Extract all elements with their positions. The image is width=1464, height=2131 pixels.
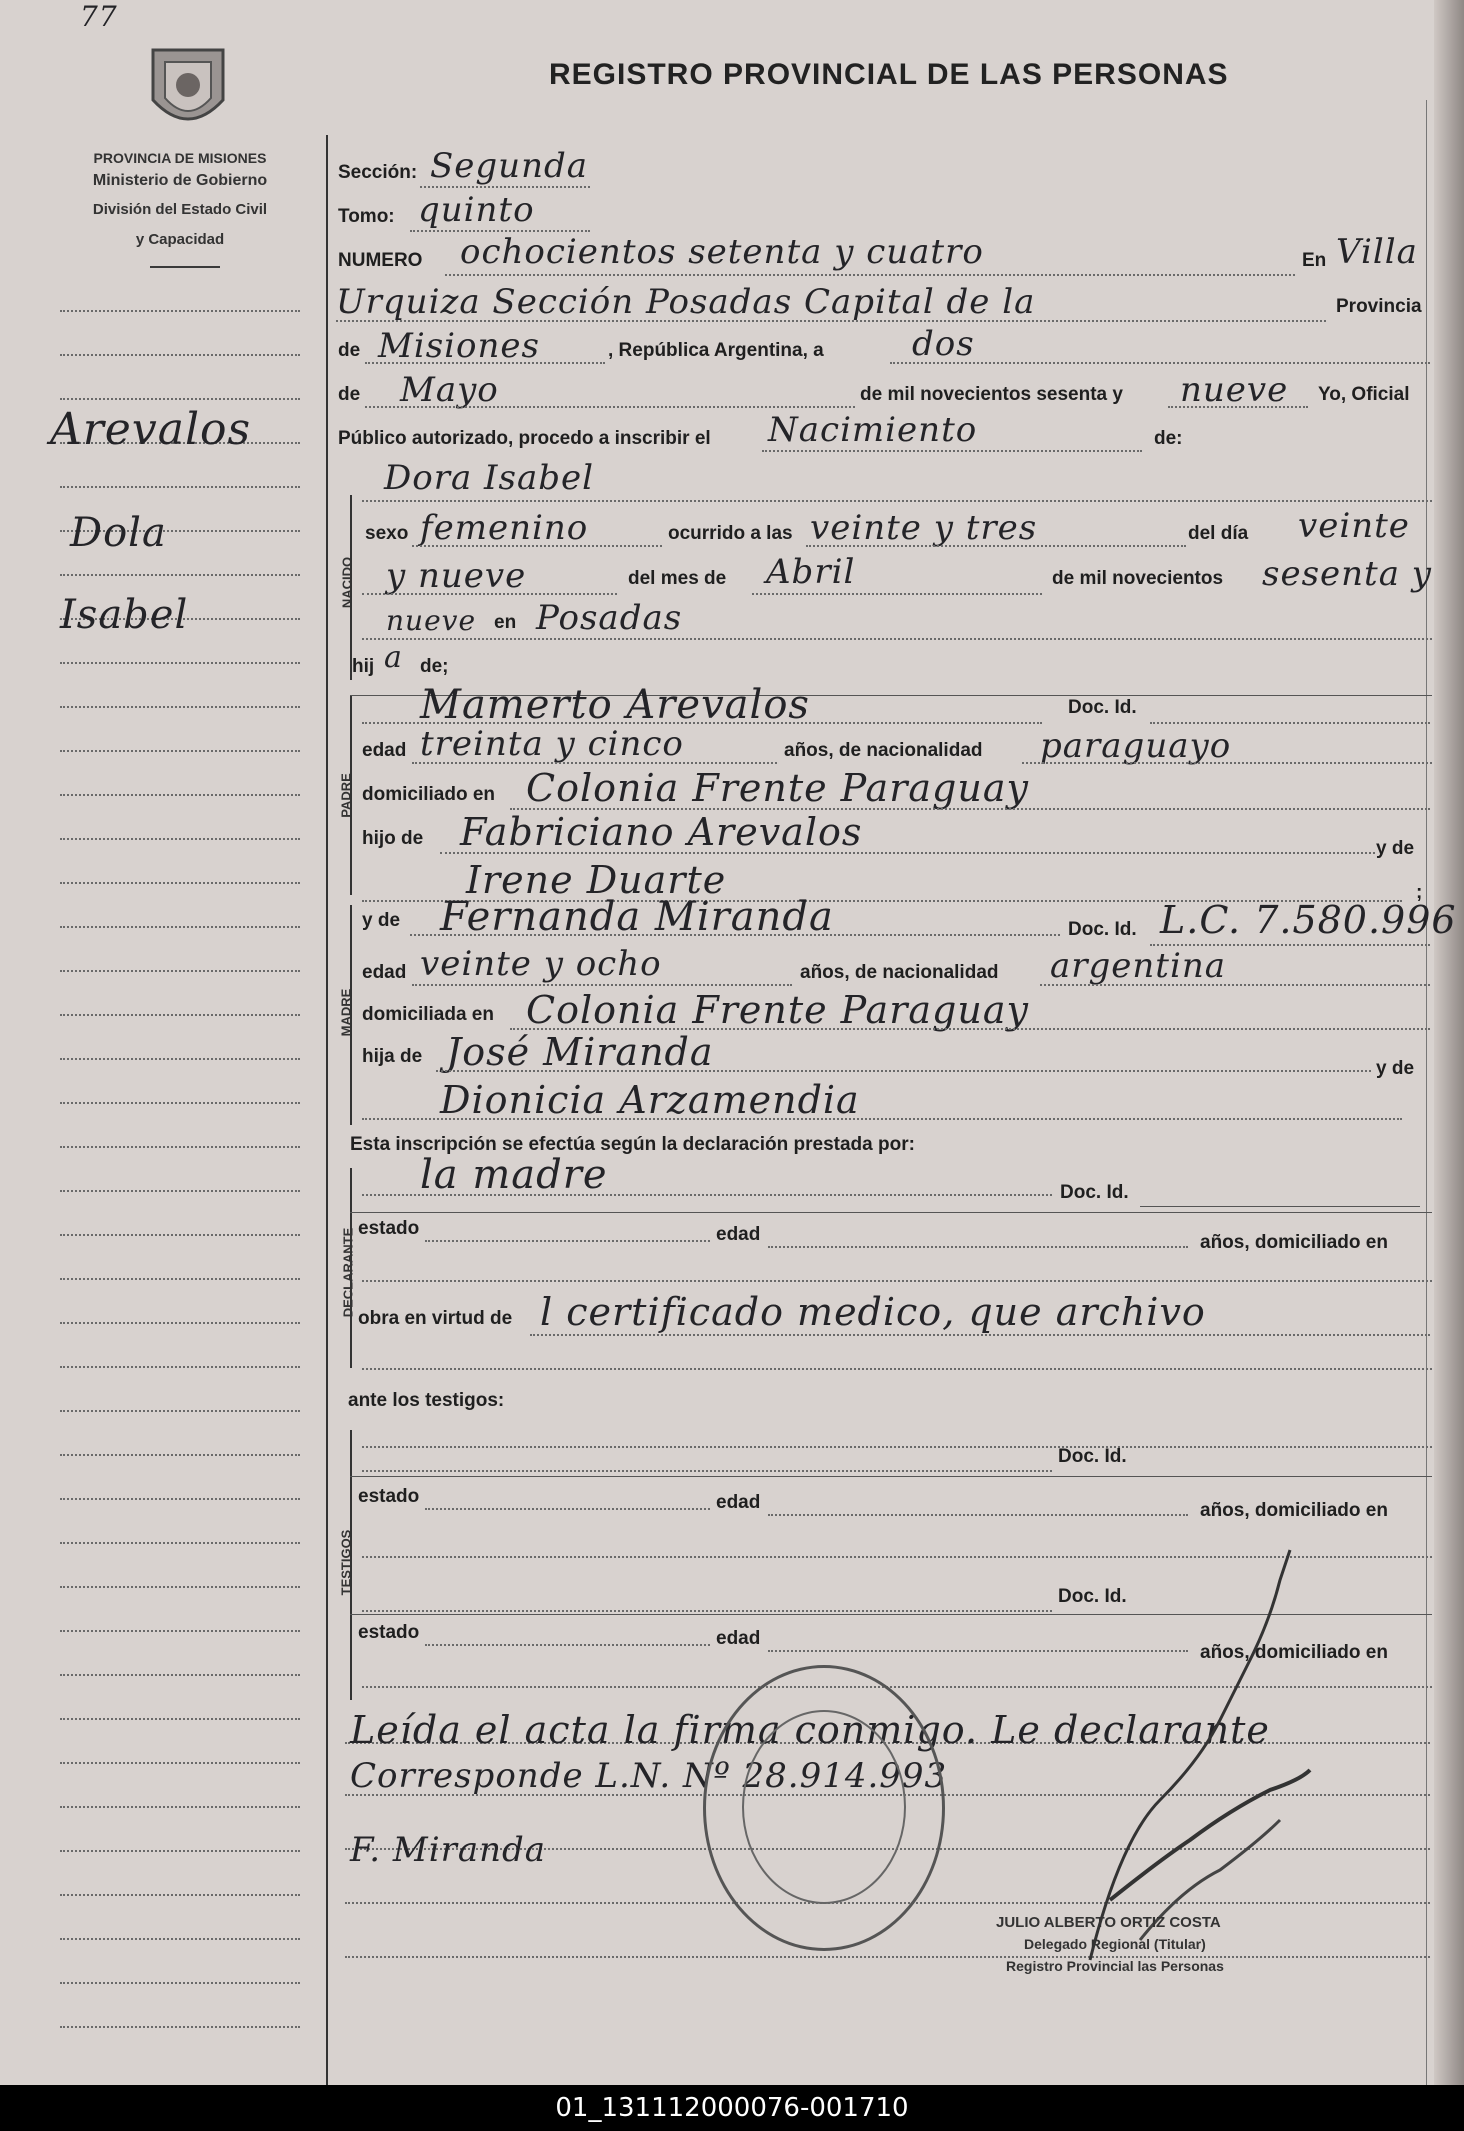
margin-line — [60, 1102, 300, 1104]
testigo2-line — [362, 1610, 1052, 1612]
testigo1-line-b — [362, 1470, 1052, 1472]
padre-label: PADRE — [338, 773, 354, 818]
image-id-footer: 01_131112000076-001710 — [0, 2085, 1464, 2131]
en-value: Villa — [1336, 232, 1418, 272]
madre-dom-value: Colonia Frente Paraguay — [526, 988, 1029, 1032]
dia2-line — [362, 593, 617, 595]
province-label: PROVINCIA DE MISIONES — [93, 150, 267, 166]
ocurrido-label: ocurrido a las — [668, 523, 793, 544]
margin-surname: Arevalos — [50, 404, 252, 455]
division-label-2: y Capacidad — [135, 231, 225, 248]
hora-value: veinte y tres — [810, 508, 1038, 548]
page-title: REGISTRO PROVINCIAL DE LAS PERSONAS — [549, 58, 1229, 91]
seccion-value: Segunda — [430, 146, 589, 186]
margin-line — [60, 926, 300, 928]
padre-hijo-label: hijo de — [362, 828, 424, 849]
padre-doc-line — [1150, 722, 1430, 724]
margin-line — [60, 838, 300, 840]
dia-value: dos — [912, 324, 975, 364]
testigo1-rule — [350, 1476, 1432, 1477]
madre-nac-value: argentina — [1050, 946, 1227, 986]
margin-line — [60, 1630, 300, 1632]
de-mil-label: de mil novecientos sesenta y — [860, 384, 1123, 405]
anio-line — [1168, 406, 1308, 408]
madre-nac-label: años, de nacionalidad — [800, 962, 999, 983]
madre-yde-label: y de — [362, 910, 401, 931]
anio-nac-value-2: nueve — [386, 604, 477, 637]
nombre-value: Dora Isabel — [384, 458, 594, 498]
official-office: Registro Provincial las Personas — [1006, 1958, 1224, 1974]
declarante-rule-h — [350, 1212, 1432, 1213]
testigos-intro-label: ante los testigos: — [348, 1390, 505, 1411]
declarante-edad-line — [768, 1246, 1188, 1248]
testigo1-doc-label: Doc. Id. — [1058, 1446, 1127, 1467]
mes-value: Mayo — [400, 370, 499, 410]
madre-label: MADRE — [338, 988, 354, 1037]
margin-line — [60, 1718, 300, 1720]
padre-nac-line — [1022, 762, 1432, 764]
provincia-line — [365, 362, 605, 364]
testigos-label: TESTIGOS — [338, 1529, 354, 1596]
page-edge — [1434, 0, 1464, 2085]
madre-line — [410, 934, 1060, 936]
inscripcion-label: Esta inscripción se efectúa según la declaración prestada por: — [350, 1134, 915, 1155]
testigo1-estado-line — [425, 1508, 710, 1510]
margin-line — [60, 354, 300, 356]
margin-line — [60, 1674, 300, 1676]
declarante-value: la madre — [420, 1152, 608, 1198]
declarante-estado-label: estado — [358, 1218, 420, 1239]
padre-dom-value: Colonia Frente Paraguay — [526, 766, 1029, 810]
acto-line — [762, 450, 1142, 452]
padre-madre-value: Irene Duarte — [466, 858, 727, 902]
official-stamp-inner — [742, 1710, 906, 1904]
padre-value: Mamerto Arevalos — [420, 682, 810, 728]
madre-doc-label: Doc. Id. — [1068, 919, 1137, 940]
testigo2-edad-label: edad — [716, 1628, 761, 1649]
margin-line — [60, 310, 300, 312]
page-number: 77 — [80, 0, 118, 33]
nota-2: Corresponde L.N. Nº 28.914.993 — [350, 1756, 948, 1796]
margin-name-2: Isabel — [60, 592, 189, 638]
madre-dom-label: domiciliada en — [362, 1004, 494, 1025]
padre-semicolon: ; — [1416, 882, 1423, 903]
obra-value: l certificado medico, que archivo — [540, 1290, 1206, 1334]
margin-line — [60, 706, 300, 708]
dia-nac-value: veinte — [1298, 506, 1410, 546]
madre-edad-line — [412, 984, 792, 986]
ministry-label: Ministerio de Gobierno — [92, 172, 268, 189]
testigo1-line-a — [362, 1446, 1432, 1448]
testigo2-estado-label: estado — [358, 1622, 420, 1643]
madre-doc-value: L.C. 7.580.996 — [1160, 898, 1457, 942]
margin-line — [60, 1762, 300, 1764]
padre-nac-value: paraguayo — [1040, 726, 1232, 766]
acto-value: Nacimiento — [768, 410, 978, 450]
en-label: En — [1302, 250, 1327, 271]
testigo2-doc-label: Doc. Id. — [1058, 1586, 1127, 1607]
provincia-value: Misiones — [378, 326, 540, 366]
publico-label: Público autorizado, procedo a inscribir el — [338, 428, 711, 449]
sexo-value: femenino — [420, 508, 589, 548]
dia-nac-value-2: y nueve — [386, 556, 527, 596]
padre-edad-value: treinta y cinco — [420, 724, 684, 764]
madre-madre-line — [362, 1118, 1402, 1120]
hij-suffix: a — [384, 640, 403, 675]
seccion-line — [420, 186, 590, 188]
margin-line — [60, 1278, 300, 1280]
testigo2-estado-line — [425, 1644, 710, 1646]
anio-nac-value: sesenta y — [1262, 554, 1432, 594]
declarante-estado-line — [425, 1240, 710, 1242]
padre-nac-label: años, de nacionalidad — [784, 740, 983, 761]
de-label-2: de — [338, 384, 361, 405]
coat-of-arms-icon — [143, 40, 233, 140]
firma-declarante: F. Miranda — [350, 1830, 547, 1870]
header-rule — [150, 266, 220, 268]
margin-rule — [326, 135, 328, 2085]
nombre-line — [362, 500, 1432, 502]
margin-line — [60, 1014, 300, 1016]
madre-padre-value: José Miranda — [446, 1030, 714, 1074]
margin-line — [60, 1410, 300, 1412]
margin-line — [60, 2026, 300, 2028]
margin-line — [60, 662, 300, 664]
testigo2-dom-label: años, domiciliado en — [1200, 1642, 1388, 1663]
madre-madre-value: Dionicia Arzamendia — [440, 1078, 860, 1122]
margin-line — [60, 1234, 300, 1236]
declarante-dom-line — [362, 1280, 1432, 1282]
de-label: de — [338, 340, 361, 361]
mes-nac-line — [752, 593, 1042, 595]
obra-line — [530, 1334, 1430, 1336]
seccion-label: Sección: — [338, 162, 418, 183]
lugar-nac-value: Posadas — [536, 598, 683, 638]
provincia-label: Provincia — [1336, 296, 1422, 317]
mes-nac-value: Abril — [766, 552, 856, 592]
padre-yde-label: y de — [1376, 838, 1415, 859]
lugar-nac-line — [362, 638, 1432, 640]
tomo-value: quinto — [418, 190, 535, 230]
margin-line — [60, 882, 300, 884]
mes-line — [365, 406, 855, 408]
hij-label: hij — [352, 656, 375, 677]
madre-value: Fernanda Miranda — [440, 894, 834, 940]
yo-oficial-label: Yo, Oficial — [1318, 384, 1410, 405]
padre-edad-label: edad — [362, 740, 407, 761]
official-signature — [1080, 1540, 1320, 1970]
anio-value: nueve — [1180, 370, 1289, 410]
sexo-line — [412, 545, 662, 547]
padre-doc-label: Doc. Id. — [1068, 697, 1137, 718]
numero-label: NUMERO — [338, 250, 423, 271]
declarante-doc-label: Doc. Id. — [1060, 1182, 1129, 1203]
declarante-line — [362, 1194, 1052, 1196]
declarante-doc-line — [1140, 1206, 1420, 1207]
division-label: División del Estado Civil — [92, 201, 268, 218]
testigo1-edad-label: edad — [716, 1492, 761, 1513]
obra-line-2 — [362, 1368, 1432, 1370]
official-role: Delegado Regional (Titular) — [1024, 1936, 1206, 1952]
obra-label: obra en virtud de — [358, 1308, 513, 1329]
margin-line — [60, 486, 300, 488]
dia-line — [890, 362, 1430, 364]
padre-edad-line — [412, 762, 777, 764]
margin-line — [60, 1366, 300, 1368]
right-rule — [1426, 100, 1427, 2085]
margin-line — [60, 1146, 300, 1148]
margin-line — [60, 398, 300, 400]
numero-value: ochocientos setenta y cuatro — [460, 232, 984, 272]
margin-line — [60, 1542, 300, 1544]
sexo-label: sexo — [365, 523, 409, 544]
padre-padre-line — [440, 852, 1375, 854]
tomo-label: Tomo: — [338, 206, 395, 227]
en-lugar-label: en — [494, 612, 517, 633]
madre-edad-label: edad — [362, 962, 407, 983]
testigo1-estado-label: estado — [358, 1486, 420, 1507]
margin-line — [60, 1850, 300, 1852]
margin-line — [60, 970, 300, 972]
nacido-label: NACIDO — [339, 556, 355, 609]
official-name: JULIO ALBERTO ORTIZ COSTA — [996, 1914, 1221, 1931]
madre-edad-value: veinte y ocho — [420, 944, 662, 984]
madre-yde2-label: y de — [1376, 1058, 1415, 1079]
hij-de-label: de; — [420, 656, 449, 677]
margin-line — [60, 1586, 300, 1588]
nota-1: Leída el acta la firma conmigo. Le declarante — [350, 1708, 1270, 1752]
margin-line — [60, 1322, 300, 1324]
margin-line — [60, 1058, 300, 1060]
del-mes-label: del mes de — [628, 568, 727, 589]
del-dia-label: del día — [1188, 523, 1249, 544]
madre-nac-line — [1040, 984, 1430, 986]
lugar-value: Urquiza Sección Posadas Capital de la — [336, 282, 1036, 322]
margin-line — [60, 1806, 300, 1808]
hora-line — [806, 545, 1186, 547]
de-colon-label: de: — [1154, 428, 1183, 449]
testigo1-dom-label: años, domiciliado en — [1200, 1500, 1388, 1521]
declarante-label: DECLARANTE — [340, 1227, 356, 1318]
testigo1-edad-line — [768, 1514, 1188, 1516]
margin-line — [60, 750, 300, 752]
margin-line — [60, 794, 300, 796]
margin-name-1: Dola — [70, 510, 167, 556]
madre-padre-line — [436, 1070, 1371, 1072]
margin-line — [60, 1498, 300, 1500]
declarante-edad-label: edad — [716, 1224, 761, 1245]
republica-label: , República Argentina, a — [608, 340, 824, 361]
declarante-dom-label: años, domiciliado en — [1200, 1232, 1388, 1253]
padre-dom-label: domiciliado en — [362, 784, 496, 805]
margin-line — [60, 1894, 300, 1896]
margin-line — [60, 574, 300, 576]
lugar-line — [336, 320, 1326, 322]
margin-line — [60, 1982, 300, 1984]
margin-line — [60, 1190, 300, 1192]
padre-padre-value: Fabriciano Arevalos — [460, 810, 863, 854]
de-mil-nov-label: de mil novecientos — [1052, 568, 1224, 589]
margin-line — [60, 1454, 300, 1456]
madre-hija-label: hija de — [362, 1046, 423, 1067]
margin-line — [60, 1938, 300, 1940]
numero-line — [445, 274, 1295, 276]
